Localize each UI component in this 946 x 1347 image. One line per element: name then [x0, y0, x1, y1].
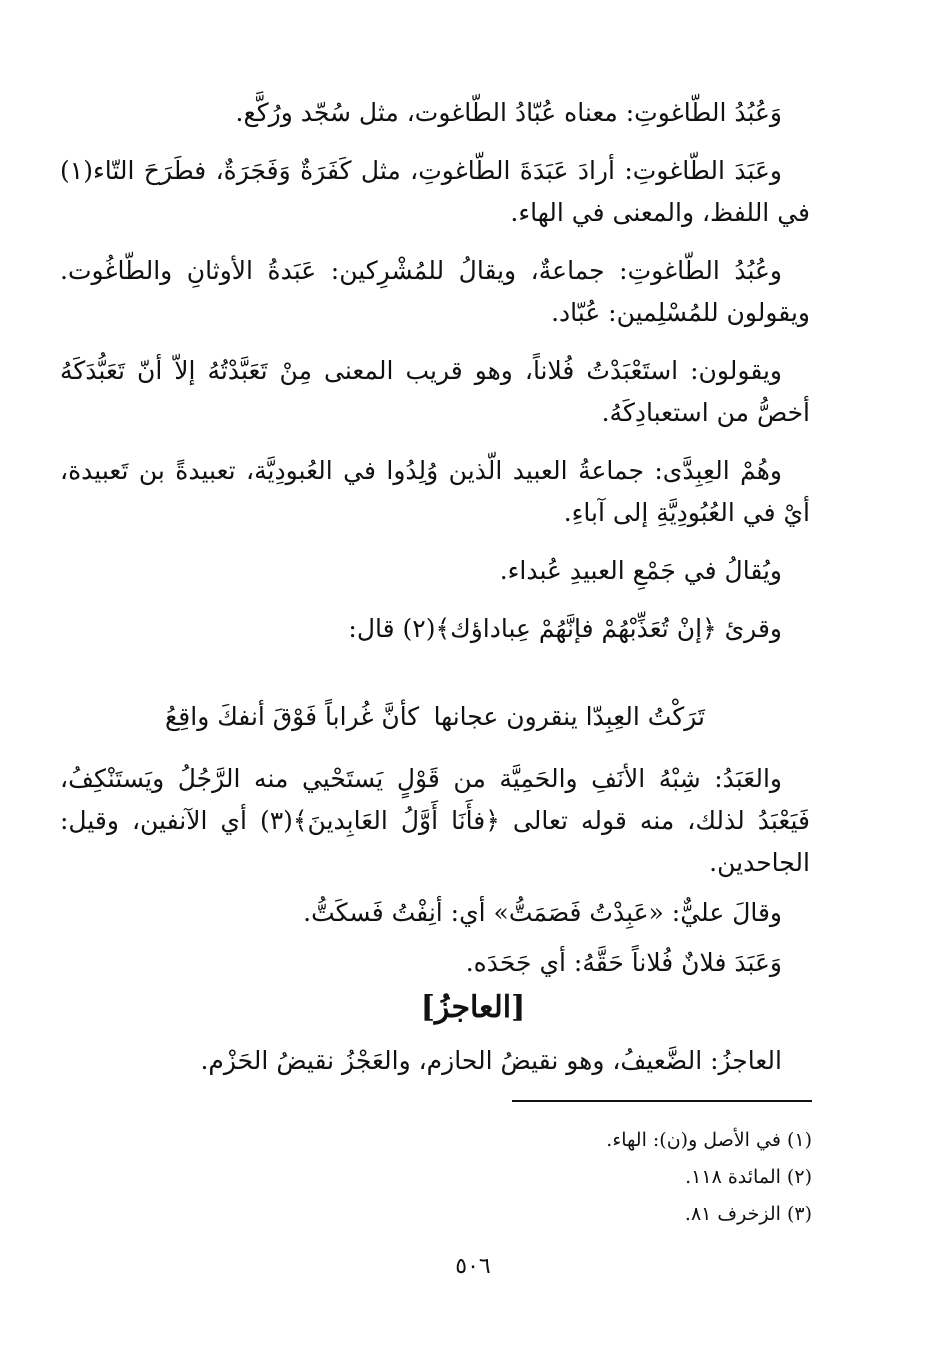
page-number: ٥٠٦	[455, 1254, 491, 1279]
poem-second-hemistich: كأنَّ غُراباً فَوْقَ أنفكَ واقِعُ	[165, 702, 420, 731]
footnote-1: (١) في الأصل و(ن): الهاء.	[606, 1129, 812, 1151]
paragraph-1: وَعُبُدُ الطّاغوتِ: معناه عُبّادُ الطّاغوت، مثل سُجّد ورُكَّع.	[235, 98, 782, 127]
footnote-2: (٢) المائدة ١١٨.	[685, 1166, 812, 1188]
footnote-divider	[512, 1100, 812, 1102]
paragraph-5: وهُمْ العِبِدَّى: جماعةُ العبيد الّذين وُلِدُوا في العُبودِيَّة، تعبيدةً بن تَعبيدة، أيْ في العُبُودِيَّةِ إلى آباءِ.	[60, 456, 810, 527]
paragraph-7: وقرئ ﴿إنْ تُعَذِّبْهُمْ فإنَّهُمْ عِباداؤك﴾(٢) قال:	[348, 614, 782, 643]
paragraph-4: ويقولون: استَعْبَدْتُ فُلاناً، وهو قريب المعنى مِنْ تَعَبَّدْتُهُ إلاّ أنّ تَعَبُّدَكَهُ أخصُّ من استعبادِكَهُ.	[60, 356, 810, 427]
paragraph-3: وعُبُدُ الطّاغوتِ: جماعةٌ، ويقالُ للمُشْرِكين: عَبَدةُ الأوثانِ والطّاغُوت. ويقولون للمُسْلِمين: عُبّاد.	[60, 256, 810, 327]
main-text-final	[60, 1040, 810, 1082]
section-heading: [العاجزُ]	[420, 990, 526, 1025]
poem-first-hemistich: تَرَكْتُ العِبِدّا ينقرون عجانها	[433, 702, 705, 731]
paragraph-6: ويُقالُ في جَمْعِ العبيدِ عُبداء.	[499, 556, 782, 585]
paragraph-8: والعَبَدُ: شِبْهُ الأنَفِ والحَمِيَّة من قَوْلٍ يَستَحْيي منه الرَّجُلُ ويَستَنْكِفُ، فَيَعْبَدُ لذلك، منه قوله تعالى ﴿فأَنَا أَوَّلُ العَابِدينَ﴾(٣) أي الآنفين، وقيل: الجاحدين.	[60, 764, 810, 877]
main-text-lower	[60, 758, 810, 984]
footnote-3: (٣) الزخرف ٨١.	[684, 1203, 812, 1225]
main-text-upper	[60, 92, 810, 650]
paragraph-2: وعَبَدَ الطّاغوتِ: أرادَ عَبَدَةَ الطّاغوتِ، مثل كَفَرَةٌ وَفَجَرَةٌ، فطَرَحَ التّاء(١) في اللفظ، والمعنى في الهاء.	[60, 156, 810, 227]
paragraph-9: وقالَ عليٌّ: «عَبِدْتُ فَصَمَتُّ» أي: أنِفْتُ فَسكَتُّ.	[303, 898, 782, 927]
poem-verse	[165, 702, 705, 731]
footnotes	[300, 1122, 812, 1233]
paragraph-10: وَعَبَدَ فلانٌ فُلاناً حَقَّهُ: أي جَحَدَه.	[465, 948, 782, 977]
paragraph-11: العاجزُ: الضَّعيفُ، وهو نقيضُ الحازم، والعَجْزُ نقيضُ الحَزْم.	[200, 1046, 782, 1075]
